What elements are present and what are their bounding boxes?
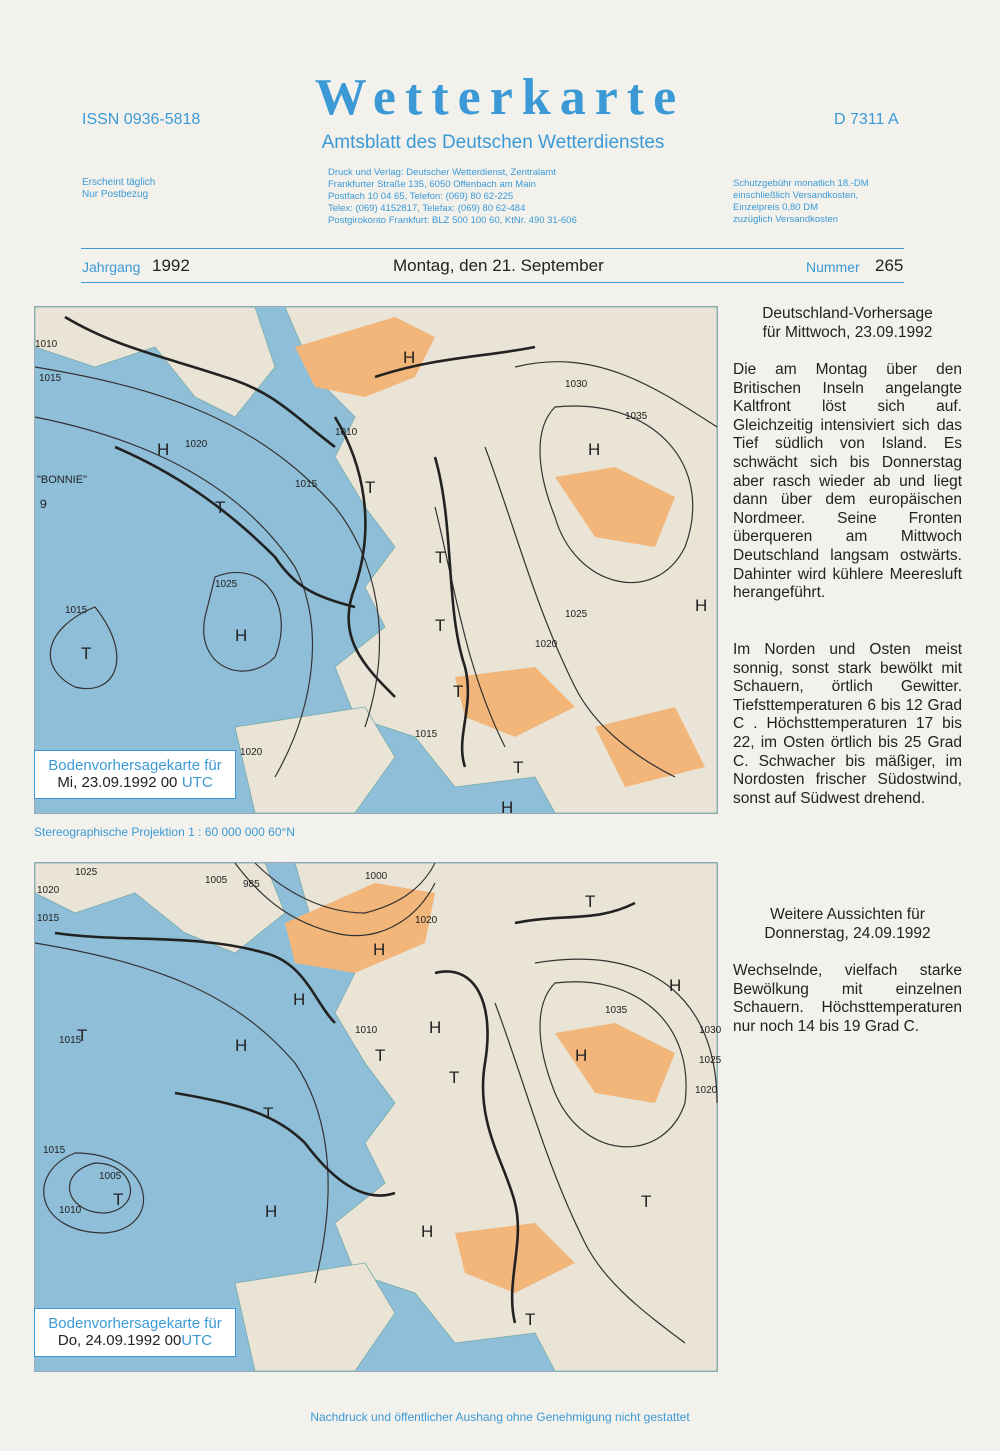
forecast-paragraph-1: Die am Montag über den Britischen Inseln angelangte Kaltfront löst sich auf. Gleichzeitig intensiviert sich das Tief südlich von Island. Es schwächt sich bis Donnerstag aber rasch wieder ab und liegt dann über dem europäischen Nordmeer. Seine Fronten überqueren am Mittwoch Deutschland langsam ostwärts. Dahinter wird kühlere Meeresluft herangeführt. [733, 361, 962, 602]
forecast-heading [733, 305, 962, 342]
outlook-heading [733, 906, 962, 943]
isobar-label: 1025 [565, 609, 588, 620]
pressure-center: H [403, 348, 416, 367]
pressure-center: H [265, 1202, 278, 1221]
publisher-line: Druck und Verlag: Deutscher Wetterdienst, Zentralamt [328, 167, 556, 178]
issue-date: Montag, den 21. September [393, 256, 604, 275]
map2-caption [34, 1308, 236, 1357]
outlook-heading-line: Weitere Aussichten für [770, 906, 925, 923]
map2-caption-utc: UTC [181, 1332, 213, 1349]
isobar-label: 1010 [355, 1025, 378, 1036]
pressure-center: H [575, 1046, 588, 1065]
isobar-label: 1020 [415, 915, 438, 926]
map2-caption-date: Do, 24.09.1992 00 [57, 1332, 182, 1349]
pressure-center: T [435, 548, 446, 567]
pressure-center: H [588, 440, 601, 459]
pressure-center: H [669, 976, 682, 995]
isobar [35, 367, 379, 727]
map1-caption [34, 750, 236, 799]
isobar [44, 1153, 144, 1233]
fee-info [733, 178, 869, 226]
year-label: Jahrgang [82, 259, 141, 275]
projection-note: Stereographische Projektion 1 : 60 000 000 60°N [34, 825, 295, 839]
publication-line: Nur Postbezug [82, 189, 149, 200]
fee-line: Einzelpreis 0,80 DM [733, 202, 819, 213]
header-rule-bottom [81, 282, 904, 283]
isobar-label: 1015 [37, 913, 60, 924]
pressure-center: T [375, 1046, 386, 1065]
publisher-line: Telex: (069) 4152817, Telefax: (069) 80 62-484 [328, 203, 526, 214]
pressure-center: T [453, 682, 464, 701]
isobar-label: 1025 [699, 1055, 722, 1066]
publisher-line: Postgirokonto Frankfurt: BLZ 500 100 60, KtNr. 490 31-606 [328, 215, 577, 226]
pressure-center: H [293, 990, 306, 1009]
number-label: Nummer [806, 259, 860, 275]
issn-number: ISSN 0936-5818 [82, 111, 201, 128]
isobar-label: 1010 [335, 427, 358, 438]
isobar-label: 1015 [65, 605, 88, 616]
cold-front [175, 1093, 395, 1196]
isobar-label: 1020 [240, 747, 263, 758]
pressure-center: T [113, 1190, 124, 1209]
fee-line: einschließlich Versandkosten, [733, 190, 859, 201]
pressure-center: T [585, 892, 596, 911]
pressure-center: T [77, 1026, 88, 1045]
isobar-label: 1015 [295, 479, 318, 490]
isobar-label: 1010 [35, 339, 58, 350]
isobar-label: 1020 [695, 1085, 718, 1096]
isobar-label: 985 [243, 879, 260, 890]
weather-map-2 [35, 863, 722, 1371]
publisher-line: Frankfurter Straße 135, 6050 Offenbach am Main [328, 179, 536, 190]
isobar-label: 1015 [59, 1035, 82, 1046]
isobar-label: 1030 [565, 379, 588, 390]
isobar-label: 1015 [43, 1145, 66, 1156]
pressure-center: T [513, 758, 524, 777]
outlook-heading-line: Donnerstag, 24.09.1992 [764, 924, 931, 942]
pressure-center: T [435, 616, 446, 635]
pressure-center: H [235, 626, 248, 645]
copyright-footer: Nachdruck und öffentlicher Aushang ohne Genehmigung nicht gestattet [310, 1410, 690, 1424]
greenland-land [35, 307, 275, 417]
forecast-map-wednesday [34, 306, 718, 817]
hurricane-icon: ⁹ [39, 496, 48, 518]
isobar-label: 1010 [59, 1205, 82, 1216]
isobar-label: 1035 [625, 411, 648, 422]
publication-line: Erscheint täglich [82, 177, 156, 188]
map1-caption-utc: UTC [181, 774, 213, 791]
isobar-label: 1035 [605, 1005, 628, 1016]
pressure-center: H [429, 1018, 442, 1037]
isobar-label: 1025 [75, 867, 98, 878]
pressure-center: H [373, 940, 386, 959]
number-value: 265 [875, 256, 904, 275]
pressure-center: H [157, 440, 170, 459]
forecast-paragraph-2: Im Norden und Osten meist sonnig, sonst stark bewölkt mit Schauern, örtlich Gewitter. Tiefsttemperaturen 6 bis 12 Grad C . Höchsttemperaturen 17 bis 22, im Osten örtlich bis 25 Grad C. Schwacher bis mäßiger, im Nordosten frischer Südostwind, sonst auf Südwest drehend. [733, 641, 962, 807]
isobar-label: 1020 [535, 639, 558, 650]
header-rule-top [81, 248, 904, 249]
pressure-center: T [215, 498, 226, 517]
isobar-label: 1030 [699, 1025, 722, 1036]
storm-label: "BONNIE" [37, 474, 87, 486]
publisher-info [328, 167, 577, 227]
forecast-heading-line: für Mittwoch, 23.09.1992 [762, 323, 933, 341]
publisher-line: Postfach 10 04 65, Telefon: (069) 80 62-225 [328, 191, 514, 202]
publication-info [82, 177, 155, 201]
isobar-label: 1000 [365, 871, 388, 882]
africa-land [235, 1263, 395, 1371]
isobar-label: 1005 [99, 1171, 122, 1182]
isobar-label: 1025 [215, 579, 238, 590]
pressure-center: T [81, 644, 92, 663]
isobar-label: 1005 [205, 875, 228, 886]
fee-line: zuzüglich Versandkosten [733, 214, 839, 225]
pressure-center: H [501, 798, 514, 817]
pressure-center: T [365, 478, 376, 497]
newspaper-title: Wetterkarte [314, 69, 686, 126]
year-value: 1992 [152, 256, 190, 275]
isobar-label: 1015 [415, 729, 438, 740]
fee-line: Schutzgebühr monatlich 18.-DM [733, 178, 869, 189]
weather-map-1 [35, 307, 717, 817]
postal-code: D 7311 A [834, 111, 899, 128]
outlook-paragraph: Wechselnde, vielfach starke Bewölkung mit einzelnen Schauern. Höchsttemperaturen nur noch 14 bis 19 Grad C. [733, 962, 962, 1035]
pressure-center: T [525, 1310, 536, 1329]
map2-caption-title: Bodenvorhersagekarte für [48, 1315, 222, 1332]
isobar-label: 1020 [185, 439, 208, 450]
pressure-center: T [263, 1104, 274, 1123]
pressure-center: T [449, 1068, 460, 1087]
isobar [35, 943, 328, 1283]
forecast-map-thursday [34, 862, 722, 1372]
isobar-label: 1015 [39, 373, 62, 384]
pressure-center: H [421, 1222, 434, 1241]
newspaper-subtitle: Amtsblatt des Deutschen Wetterdienstes [321, 132, 665, 153]
isobar-label: 1020 [37, 885, 60, 896]
map1-caption-date: Mi, 23.09.1992 00 [57, 774, 178, 791]
forecast-heading-line: Deutschland-Vorhersage [762, 305, 933, 322]
pressure-center: H [695, 596, 708, 615]
pressure-center: H [235, 1036, 248, 1055]
map1-caption-title: Bodenvorhersagekarte für [48, 757, 222, 774]
pressure-center: T [641, 1192, 652, 1211]
africa-land [235, 707, 395, 813]
